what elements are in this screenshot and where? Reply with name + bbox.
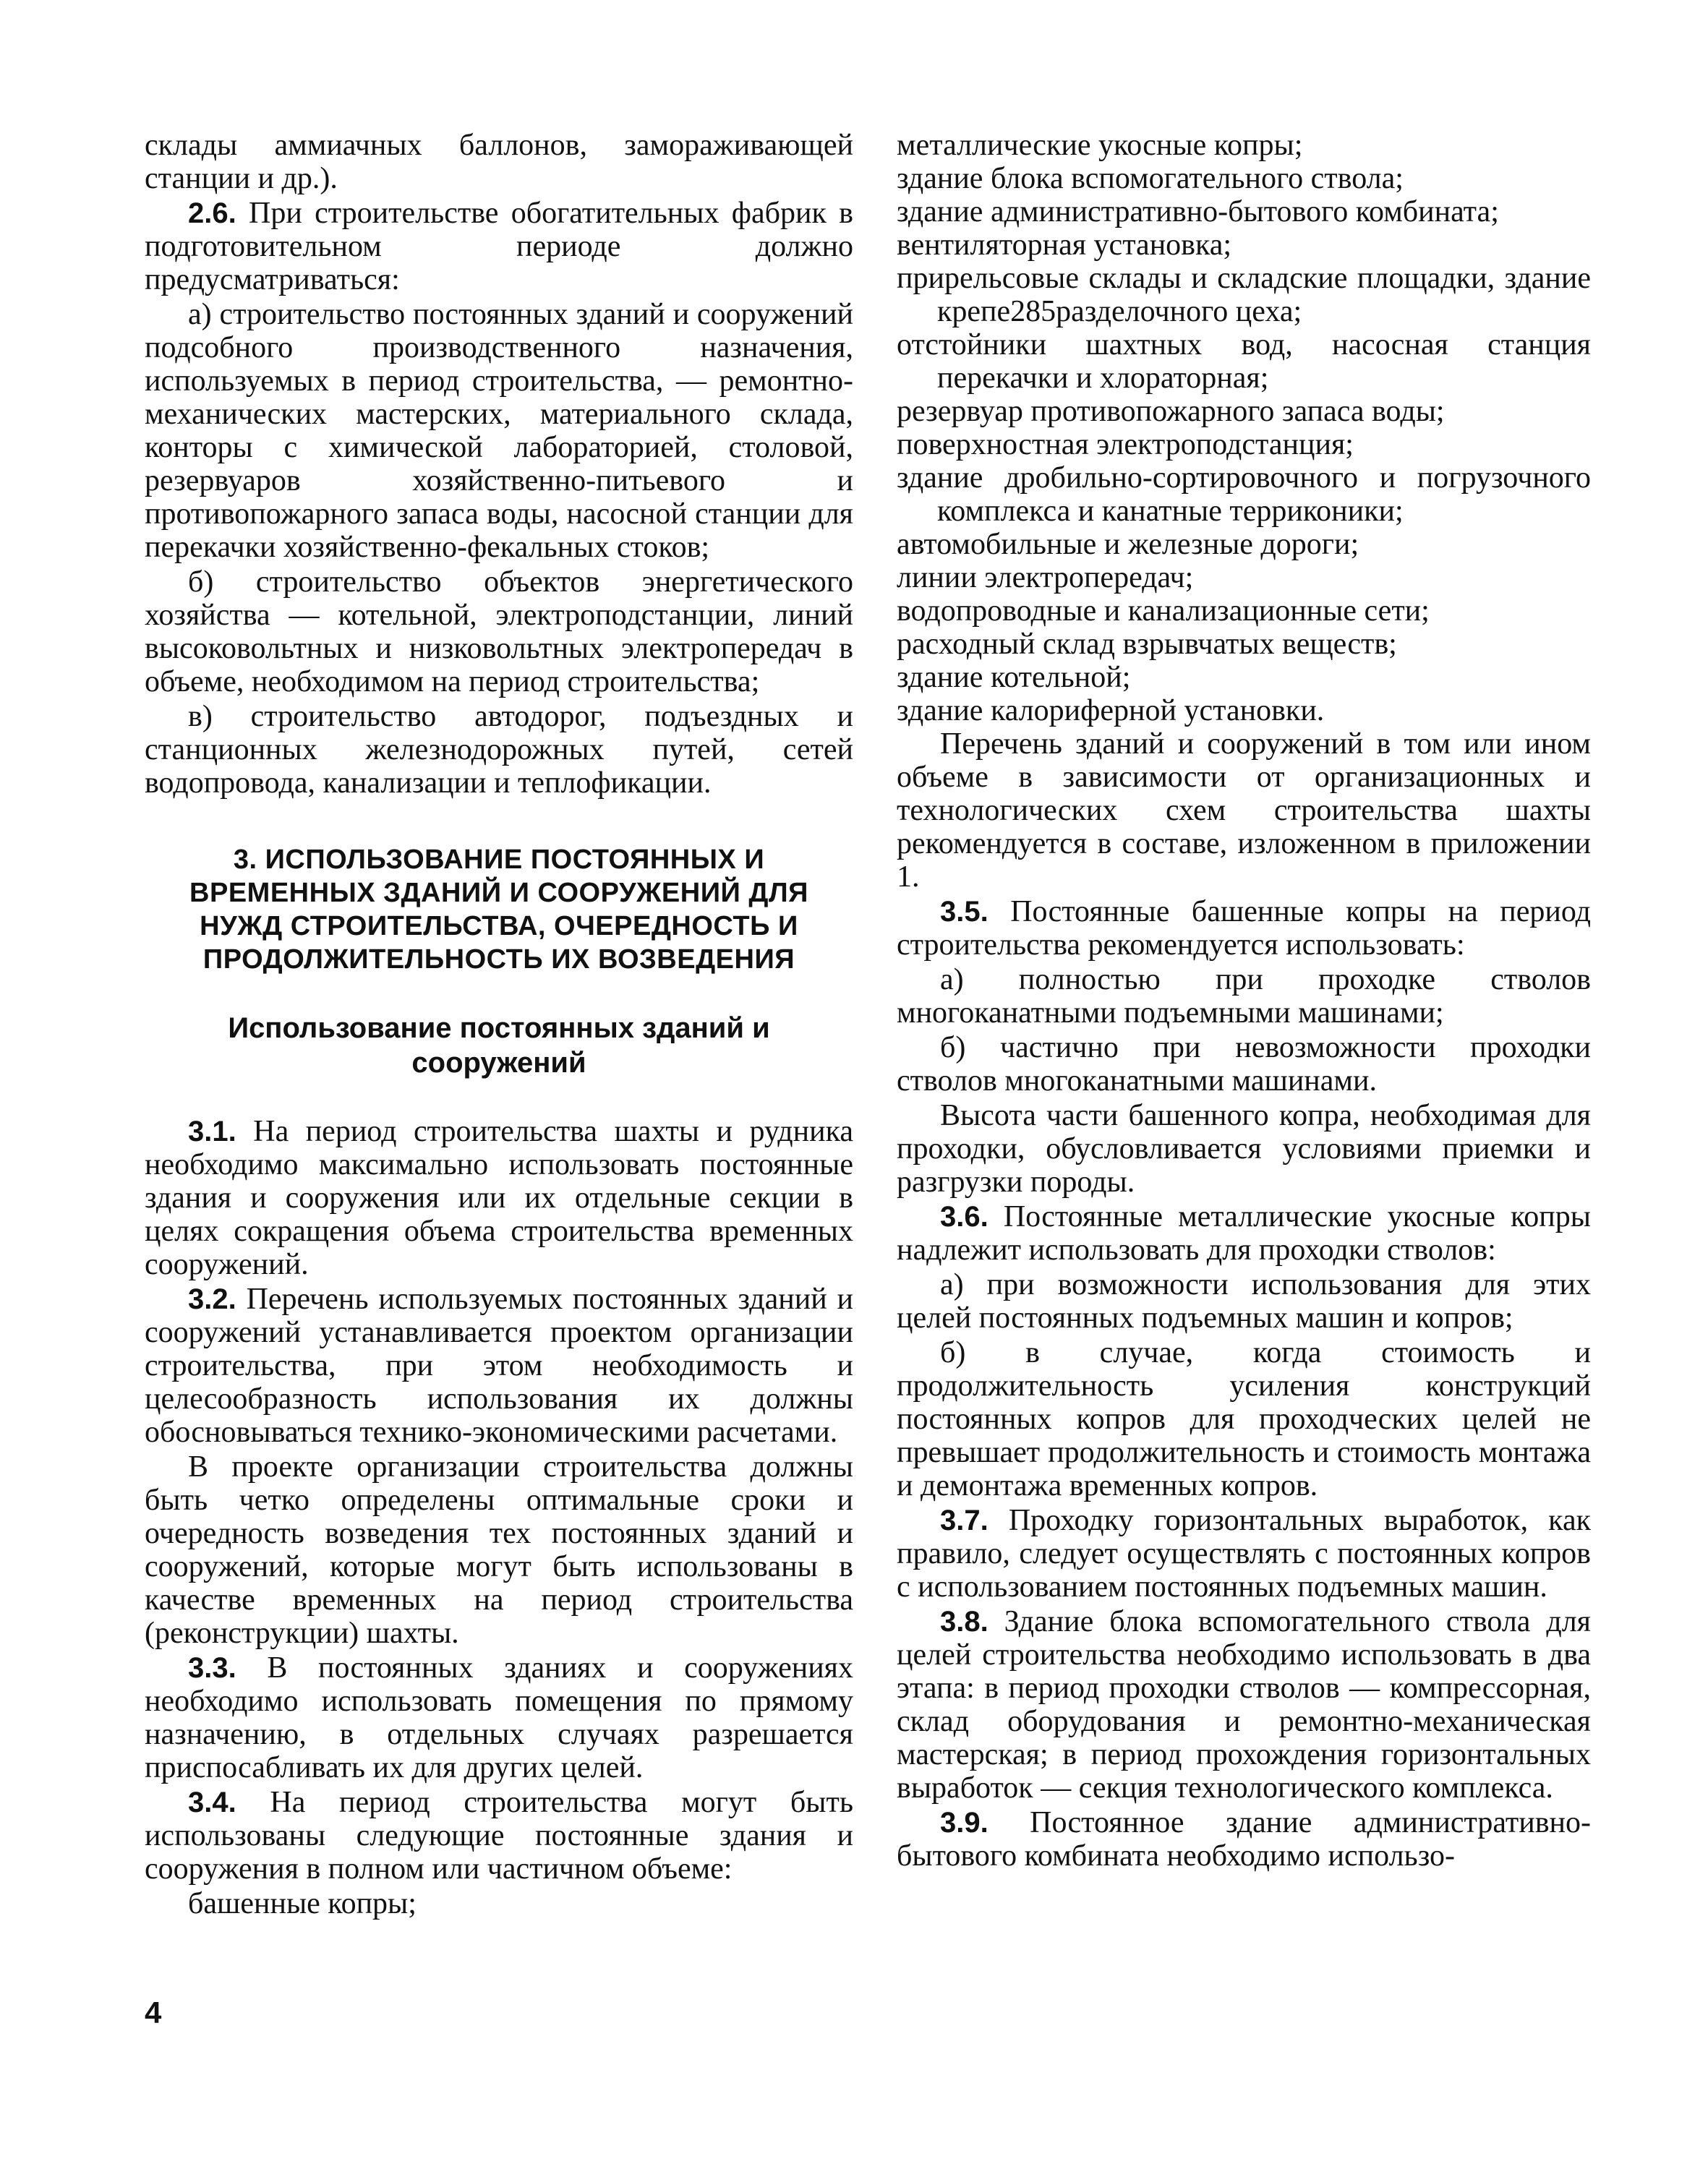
paragraph-3-9	[897, 1806, 1591, 1873]
list-item: расходный склад взрывчатых веществ;	[897, 628, 1397, 661]
paragraph-text: Проходку горизонтальных выработок, как правило, следует осуществлять с постоянных копров с использованием постоянных подъемных машин.	[897, 1504, 1591, 1604]
paragraph-3-5-b: б) частично при невозможности проходки стволов многоканатными машинами.	[897, 1031, 1591, 1098]
paragraph-2-6-a: а) строительство постоянных зданий и сооружений подсобного производственного назначения, используемых в период строительства, — ремонтно-механических мастерских, материального склада, конторы с химической лабораторией, столовой, резервуаров хозяйственно-питьевого и противопожарного запаса воды, насосной станции для перекачки хозяйственно-фекальных стоков;	[145, 298, 853, 564]
clause-number: 3.5.	[940, 896, 988, 928]
paragraph-3-4	[145, 1786, 853, 1886]
list-item: водопроводные и канализационные сети;	[897, 594, 1430, 628]
paragraph-3-5	[897, 895, 1591, 962]
clause-number: 3.8.	[940, 1606, 988, 1638]
clause-number: 3.4.	[188, 1787, 236, 1818]
paragraph-3-5-c: Высота части башенного копра, необходимая для проходки, обусловливается условиями приемки и разгрузки породы.	[897, 1099, 1591, 1199]
paragraph-text: На период строительства могут быть использованы следующие постоянные здания и сооружения в полном или частичном объеме:	[145, 1786, 853, 1886]
list-item: прирельсовые склады и складские площадки, здание крепе285разделочного цеха;	[897, 262, 1591, 328]
paragraph-3-2-continued: В проекте организации строительства должны быть четко определены оптимальные сроки и очередность возведения тех постоянных зданий и сооружений, которые могут быть использованы в качестве временных на период строительства (реконструкции) шахты.	[145, 1450, 853, 1650]
paragraph-3-6-a: а) при возможности использования для этих целей постоянных подъемных машин и копров;	[897, 1268, 1591, 1335]
paragraph-text: Здание блока вспомогательного ствола для целей строительства необходимо использовать в два этапа: в период проходки стволов — компрессорная, склад оборудования и ремонтно-механическая мастерская; в период прохождения горизонтальных выработок — секция технологического комплекса.	[897, 1605, 1592, 1805]
clause-number: 3.2.	[188, 1283, 236, 1315]
paragraph-text: При строительстве обогатительных фабрик в подготовительном периоде должно предусматриваться:	[145, 197, 854, 296]
paragraph-3-8	[897, 1605, 1591, 1805]
clause-number: 3.7.	[940, 1505, 988, 1536]
paragraph-3-2	[145, 1283, 853, 1449]
paragraph-2-6-v: в) строительство автодорог, подъездных и станционных железнодорожных путей, сетей водопровода, канализации и теплофикации.	[145, 700, 853, 800]
paragraph-continuation: склады аммиачных баллонов, замораживающей станции и др.).	[145, 129, 853, 195]
paragraph-text: Постоянные башенные копры на период строительства рекомендуется использовать:	[897, 895, 1591, 962]
paragraph-3-7	[897, 1504, 1591, 1604]
paragraph-3-6-b: б) в случае, когда стоимость и продолжительность усиления конструкций постоянных копров для проходческих целей не превышает продолжительность и стоимость монтажа и демонтажа временных копров.	[897, 1336, 1591, 1502]
clause-number: 3.9.	[940, 1807, 988, 1839]
right-column	[897, 129, 1591, 1874]
list-item: автомобильные и железные дороги;	[897, 528, 1359, 561]
paragraph-3-4-tail: Перечень зданий и сооружений в том или ином объеме в зависимости от организационных и технологических схем строительства шахты рекомендуется в составе, изложенном в приложении 1.	[897, 727, 1591, 894]
paragraph-3-5-a: а) полностью при проходке стволов многоканатными подъемными машинами;	[897, 963, 1591, 1030]
list-item: металлические укосные копры;	[897, 129, 1303, 162]
list-item: линии электропередач;	[897, 561, 1194, 594]
list-item: отстойники шахтных вод, насосная станция перекачки и хлораторная;	[897, 328, 1591, 395]
list-item: здание калориферной установки.	[897, 694, 1325, 727]
paragraph-2-6	[145, 197, 853, 296]
section-heading: 3. ИСПОЛЬЗОВАНИЕ ПОСТОЯННЫХ И ВРЕМЕННЫХ ЗДАНИЙ И СООРУЖЕНИЙ ДЛЯ НУЖД СТРОИТЕЛЬСТВА, ОЧЕРЕДНОСТЬ И ПРОДОЛЖИТЕЛЬНОСТЬ ИХ ВОЗВЕДЕНИЯ	[189, 844, 808, 975]
paragraph-text: Постоянное здание административно-бытового комбината необходимо использо-	[897, 1806, 1592, 1873]
list-item: здание административно-бытового комбината;	[897, 195, 1499, 228]
paragraph-3-3	[145, 1651, 853, 1784]
paragraph-text: В постоянных зданиях и сооружениях необходимо использовать помещения по прямому назначению, в отдельных случаях разрешается приспосабливать их для других целей.	[145, 1651, 854, 1784]
list-item: здание котельной;	[897, 661, 1131, 694]
list-item: вентиляторная установка;	[897, 228, 1232, 262]
list-item: резервуар противопожарного запаса воды;	[897, 395, 1445, 428]
page-number: 4	[145, 1996, 162, 2030]
paragraph-3-6	[897, 1200, 1591, 1267]
list-item: поверхностная электроподстанция;	[897, 428, 1354, 461]
clause-number: 3.3.	[188, 1652, 236, 1684]
paragraph-3-1	[145, 1115, 853, 1281]
paragraph-text: Перечень используемых постоянных зданий и сооружений устанавливается проектом организации строительства, при этом необходимость и целесообразность использования их должны обосновываться технико-экономическими расчетами.	[145, 1283, 854, 1449]
left-column	[145, 129, 853, 1922]
paragraph-text: На период строительства шахты и рудника необходимо максимально использовать постоянные здания и сооружения или их отдельные секции в целях сокращения объема строительства временных сооружений.	[145, 1115, 854, 1281]
list-item: башенные копры;	[188, 1887, 417, 1920]
buildings-list	[897, 129, 1591, 727]
paragraph-text: Постоянные металлические укосные копры надлежит использовать для проходки стволов:	[897, 1200, 1592, 1267]
list-item: здание блока вспомогательного ствола;	[897, 162, 1404, 195]
paragraph-2-6-b: б) строительство объектов энергетического хозяйства — котельной, электроподстанции, линий высоковольтных и низковольтных электропередач в объеме, необходимом на период строительства;	[145, 565, 853, 698]
list-item: здание дробильно-сортировочного и погрузочного комплекса и канатные терриконики;	[897, 461, 1591, 528]
clause-number: 3.6.	[940, 1201, 988, 1233]
clause-number: 2.6.	[188, 197, 236, 229]
subsection-heading: Использование постоянных зданий и сооружений	[228, 1012, 770, 1079]
clause-number: 3.1.	[188, 1116, 236, 1147]
